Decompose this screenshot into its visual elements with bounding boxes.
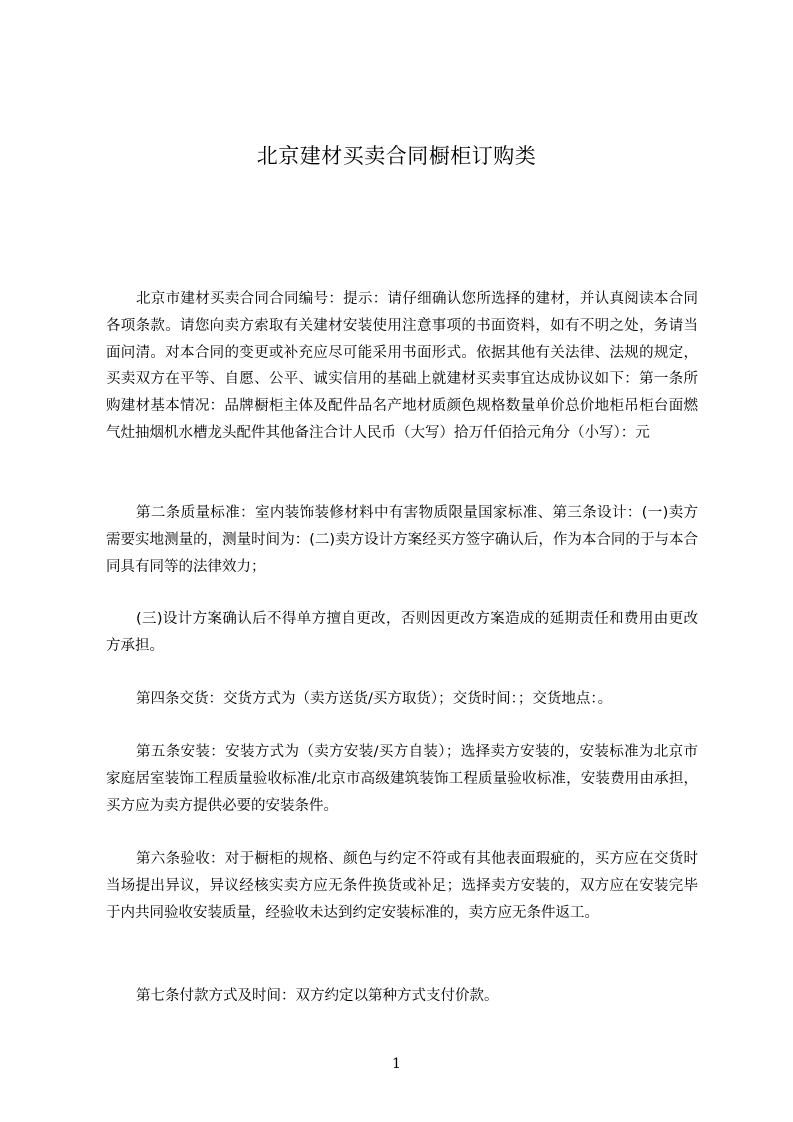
- contract-body-article-2: [106, 500, 698, 580]
- paragraph-intro-article-1: 北京市建材买卖合同合同编号：提示：请仔细确认您所选择的建材，并认真阅读本合同各项条款。请您向卖方索取有关建材安装使用注意事项的书面资料，如有不明之处，务请当面问清。对本合同的变更或补充应尽可能采用书面形式。依据其他有关法律、法规的规定，买卖双方在平等、自愿、公平、诚实信用的基础上就建材买卖事宜达成协议如下：第一条所购建材基本情况：品牌橱柜主体及配件品名产地材质颜色规格数量单价总价地柜吊柜台面燃气灶抽烟机水槽龙头配件其他备注合计人民币（大写）拾万仟佰拾元角分（小写）：元: [106, 291, 698, 441]
- paragraph-article-4-delivery: 第四条交货：交货方式为（卖方送货/买方取货）；交货时间：；交货地点：。: [136, 691, 613, 707]
- page-number: 1: [392, 1056, 401, 1072]
- contract-body-article-7: [106, 983, 698, 1010]
- contract-body-article-6: [106, 846, 698, 926]
- contract-body: [106, 286, 698, 447]
- contract-body-article-3-clause: [106, 606, 698, 660]
- contract-body-article-5: [106, 739, 698, 819]
- document-title: 北京建材买卖合同橱柜订购类: [256, 144, 537, 168]
- paragraph-article-6-acceptance: 第六条验收：对于橱柜的规格、颜色与约定不符或有其他表面瑕疵的，买方应在交货时当场提出异议，异议经核实卖方应无条件换货或补足；选择卖方安装的，双方应在安装完毕于内共同验收安装质量，经验收未达到约定安装标准的，卖方应无条件返工。: [106, 851, 698, 921]
- paragraph-design-change: (三)设计方案确认后不得单方擅自更改，否则因更改方案造成的延期责任和费用由更改方承担。: [106, 611, 698, 654]
- paragraph-article-2-3: 第二条质量标准：室内装饰装修材料中有害物质限量国家标准、第三条设计：(一)卖方需要实地测量的，测量时间为：(二)卖方设计方案经买方签字确认后，作为本合同的于与本合同具有同等的法律效力；: [106, 505, 698, 575]
- contract-body-article-4: [106, 686, 698, 713]
- paragraph-article-7-payment: 第七条付款方式及时间：双方约定以第种方式支付价款。: [136, 988, 499, 1004]
- paragraph-article-5-installation: 第五条安装：安装方式为（卖方安装/买方自装）；选择卖方安装的，安装标准为北京市家庭居室装饰工程质量验收标准/北京市高级建筑装饰工程质量验收标准，安装费用由承担，买方应为卖方提供必要的安装条件。: [106, 744, 698, 814]
